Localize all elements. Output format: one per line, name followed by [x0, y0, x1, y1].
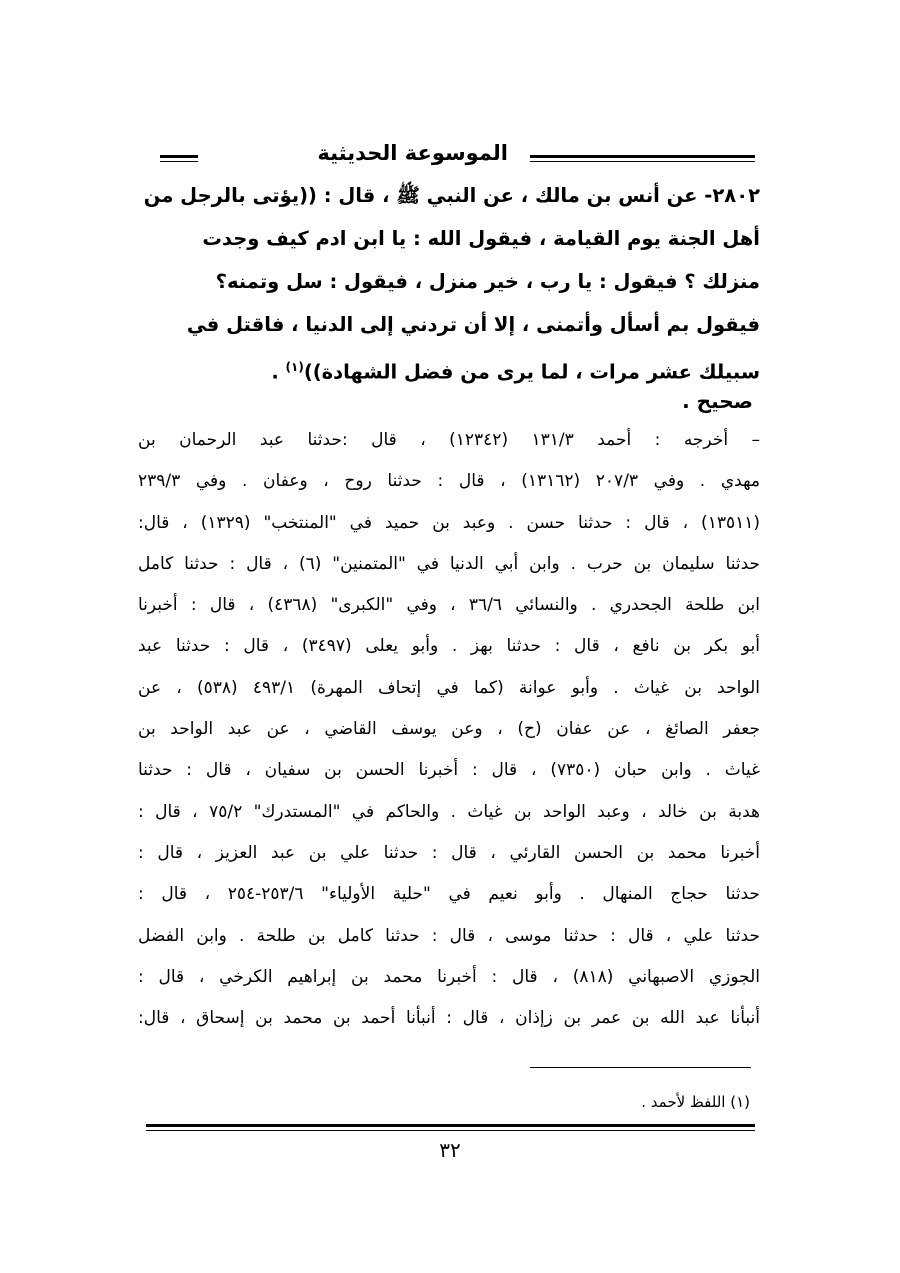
takhrij-line: جعفر الصائغ ، عن عفان (ح) ، وعن يوسف القاضي ، عن عبد الواحد بن — [138, 719, 760, 740]
page-number: ٣٢ — [439, 1138, 461, 1162]
takhrij-text — [138, 420, 760, 1039]
running-header — [140, 143, 755, 173]
hadith-line: أهل الجنة يوم القيامة ، فيقول الله : يا ابن ادم كيف وجدت — [202, 227, 760, 250]
header-title: الموسوعة الحديثية — [317, 141, 508, 165]
takhrij-line: حدثنا حجاج المنهال . وأبو نعيم في "حلية الأولياء" ٢٥٣/٦-٢٥٤ ، قال : — [138, 884, 760, 905]
footer-rule-thick — [146, 1124, 755, 1127]
footnote-marker: (١) — [285, 360, 304, 374]
hadith-end: . — [271, 360, 286, 384]
takhrij-line: الجوزي الاصبهاني (٨١٨) ، قال : أخبرنا محمد بن إبراهيم الكرخي ، قال : — [138, 966, 760, 987]
takhrij-line: الواحد بن غياث . وأبو عوانة (كما في إتحاف المهرة) ٤٩٣/١ (٥٣٨) ، عن — [138, 677, 760, 698]
footnote-separator — [530, 1067, 751, 1068]
hadith-text — [140, 174, 760, 394]
takhrij-line: أخبرنا محمد بن الحسن القارئي ، قال : حدثنا علي بن عبد العزيز ، قال : — [138, 842, 760, 863]
takhrij-line: حدثنا سليمان بن حرب . وابن أبي الدنيا في "المتمنين" (٦) ، قال : حدثنا كامل — [138, 553, 760, 574]
takhrij-line: حدثنا علي ، قال : حدثنا موسى ، قال : حدثنا كامل بن طلحة . وابن الفضل — [138, 925, 760, 946]
takhrij-line: غياث . وابن حبان (٧٣٥٠) ، قال : أخبرنا الحسن بن سفيان ، قال : حدثنا — [138, 760, 760, 781]
hadith-line-last — [140, 346, 760, 394]
hadith-line: فيقول بم أسأل وأتمنى ، إلا أن تردني إلى الدنيا ، فاقتل في — [186, 313, 760, 336]
footnote: (١) اللفظ لأحمد . — [641, 1093, 750, 1111]
hadith-line: ٢٨٠٢- عن أنس بن مالك ، عن النبي ﷺ ، قال : ((يؤتى بالرجل من — [143, 184, 760, 207]
header-rule-left — [530, 155, 755, 158]
takhrij-line: (١٣٥١١) ، قال : حدثنا حسن . وعبد بن حميد في "المنتخب" (١٣٢٩) ، قال: — [138, 512, 760, 533]
takhrij-line: مهدي . وفي ٢٠٧/٣ (١٣١٦٢) ، قال : حدثنا روح ، وعفان . وفي ٢٣٩/٣ — [138, 471, 760, 492]
takhrij-line: هدبة بن خالد ، وعبد الواحد بن غياث . والحاكم في "المستدرك" ٧٥/٢ ، قال : — [138, 801, 760, 822]
header-rule-right — [160, 155, 198, 158]
takhrij-line: أنبأنا عبد الله بن عمر بن زإذان ، قال : أنبأنا أحمد بن محمد بن إسحاق ، قال: — [138, 1008, 760, 1029]
takhrij-line: أبو بكر بن نافع ، قال : حدثنا بهز . وأبو يعلى (٣٤٩٧) ، قال : حدثنا عبد — [138, 636, 760, 657]
footer-rule-thin — [146, 1130, 755, 1131]
hadith-line: منزلك ؟ فيقول : يا رب ، خير منزل ، فيقول : سل وتمنه؟ — [215, 270, 760, 293]
hadith-line: سبيلك عشر مرات ، لما يرى من فضل الشهادة)) — [303, 360, 760, 384]
hadith-grade: صحيح . — [682, 389, 753, 413]
takhrij-line: – أخرجه : أحمد ١٣١/٣ (١٢٣٤٢) ، قال :حدثنا عبد الرحمان بن — [138, 430, 760, 450]
takhrij-line: ابن طلحة الجحدري . والنسائي ٣٦/٦ ، وفي "الكبرى" (٤٣٦٨) ، قال : أخبرنا — [138, 595, 760, 616]
